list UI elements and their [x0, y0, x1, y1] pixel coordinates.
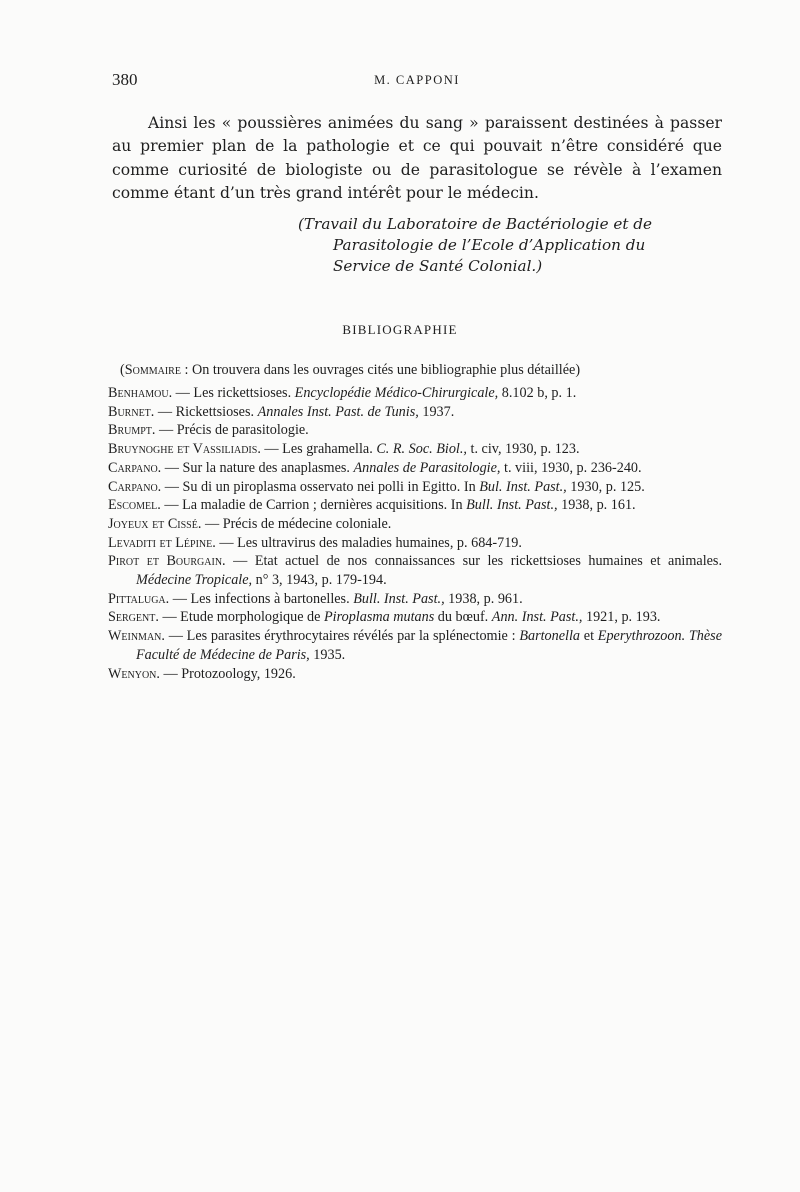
summary-label: Sommaire [124, 362, 181, 378]
reference-text: n° 3, 1943, p. 179-194. [252, 572, 387, 589]
reference-author: Sergent. [108, 609, 159, 626]
reference-source: Médecine Tropicale, [136, 572, 253, 589]
summary-text: : On trouvera dans les ouvrages cités une bibliographie plus détaillée) [180, 362, 581, 378]
bibliography-summary: (Sommaire : On trouvera dans les ouvrages cités une bibliographie plus détaillée) [120, 362, 581, 378]
reference-author: Pirot et Bourgain. [108, 553, 226, 570]
reference-item [108, 515, 722, 534]
affiliation-line: (Travail du Laboratoire de Bactériologie et de [298, 215, 653, 233]
reference-author: Carpano. [108, 478, 162, 495]
reference-author: Carpano. [108, 459, 162, 476]
reference-author: Escomel. [108, 497, 161, 514]
reference-author: Weinman. [108, 628, 165, 645]
reference-text: — Etude morphologique de [158, 609, 324, 626]
reference-source: Annales de Parasitologie, [353, 459, 501, 476]
reference-item [108, 665, 722, 684]
reference-text: t. civ, 1930, p. 123. [466, 441, 580, 458]
reference-source: Annales Inst. Past. de Tunis, [257, 403, 419, 420]
reference-author: Wenyon. [108, 665, 160, 682]
reference-list [108, 384, 722, 683]
reference-item [108, 403, 722, 422]
reference-source: Bull. Inst. Past., [466, 497, 558, 514]
reference-text: du bœuf. [434, 609, 492, 626]
reference-text: — La maladie de Carrion ; dernières acquisitions. In [160, 497, 467, 514]
reference-item [108, 552, 722, 589]
reference-item [108, 421, 722, 440]
reference-item [108, 459, 722, 478]
reference-source: Bartonella [519, 628, 580, 645]
reference-text: 8.102 b, p. 1. [498, 385, 577, 401]
reference-text: — Protozoology, 1926. [159, 665, 296, 682]
page-number: 380 [112, 70, 138, 89]
reference-text: 1930, p. 125. [566, 478, 645, 495]
reference-text: — Sur la nature des anaplasmes. [161, 459, 354, 476]
reference-text: — Etat actuel de nos connaissances sur les rickettsioses humaines et animales. [225, 553, 722, 570]
reference-item [108, 384, 722, 403]
reference-text: t. viii, 1930, p. 236-240. [500, 459, 642, 476]
affiliation-line: Parasitologie de l’Ecole d’Application du [333, 236, 646, 254]
affiliation-note [298, 214, 728, 277]
reference-text: 1938, p. 161. [557, 497, 636, 514]
reference-source: Piroplasma mutans [324, 609, 435, 626]
bibliography-title: BIBLIOGRAPHIE [342, 322, 458, 337]
reference-text: et [580, 628, 598, 645]
reference-text: — Les rickettsioses. [172, 385, 295, 401]
reference-item [108, 627, 722, 664]
reference-source: Encyclopédie Médico-Chirurgicale, [294, 385, 499, 401]
reference-item [108, 478, 722, 497]
reference-text: 1938, p. 961. [444, 590, 523, 607]
reference-text: 1935. [309, 646, 346, 663]
reference-item [108, 534, 722, 553]
reference-author: Bruynoghe et Vassiliadis. [108, 441, 261, 458]
reference-text: — Précis de parasitologie. [155, 422, 309, 439]
reference-source: Bul. Inst. Past., [479, 478, 567, 495]
reference-author: Brumpt. [108, 422, 156, 439]
reference-text: 1921, p. 193. [582, 609, 661, 626]
reference-item [108, 590, 722, 609]
reference-text: — Les ultravirus des maladies humaines, p. 684-719. [215, 534, 522, 551]
reference-author: Joyeux et Cissé. [108, 515, 202, 532]
reference-item [108, 440, 722, 459]
affiliation-line: Service de Santé Colonial.) [333, 257, 543, 275]
running-head: M. CAPPONI [374, 73, 460, 87]
reference-text: — Rickettsioses. [154, 403, 258, 420]
reference-text: — Précis de médecine coloniale. [201, 515, 392, 532]
reference-source: Bull. Inst. Past., [353, 590, 445, 607]
reference-text: — Les parasites érythrocytaires révélés par la splénectomie : [164, 628, 520, 645]
reference-item [108, 496, 722, 515]
reference-source: C. R. Soc. Biol., [376, 441, 467, 458]
reference-author: Benhamou. [108, 385, 173, 401]
reference-text: — Su di un piroplasma osservato nei polli in Egitto. In [161, 478, 480, 495]
body-paragraph: Ainsi les « poussières animées du sang » paraissent destinées à passer au premier plan de la pathologie et ce qui pouvait n’être considéré que comme curiosité de biologiste ou de parasitologue se révèle à l’examen comme étant d’un très grand intérêt pour le médecin. [112, 114, 722, 202]
reference-text: — Les infections à bartonelles. [169, 590, 354, 607]
reference-text: 1937. [418, 403, 455, 420]
reference-author: Levaditi et Lépine. [108, 534, 216, 551]
reference-text: — Les grahamella. [260, 441, 377, 458]
reference-source: Ann. Inst. Past., [491, 609, 583, 626]
reference-author: Pittaluga. [108, 590, 170, 607]
page-header [112, 70, 722, 94]
reference-author: Burnet. [108, 403, 155, 420]
reference-source: Eperythrozoon. Thèse Faculté de Médecine de Paris, [136, 628, 722, 663]
reference-item [108, 608, 722, 627]
